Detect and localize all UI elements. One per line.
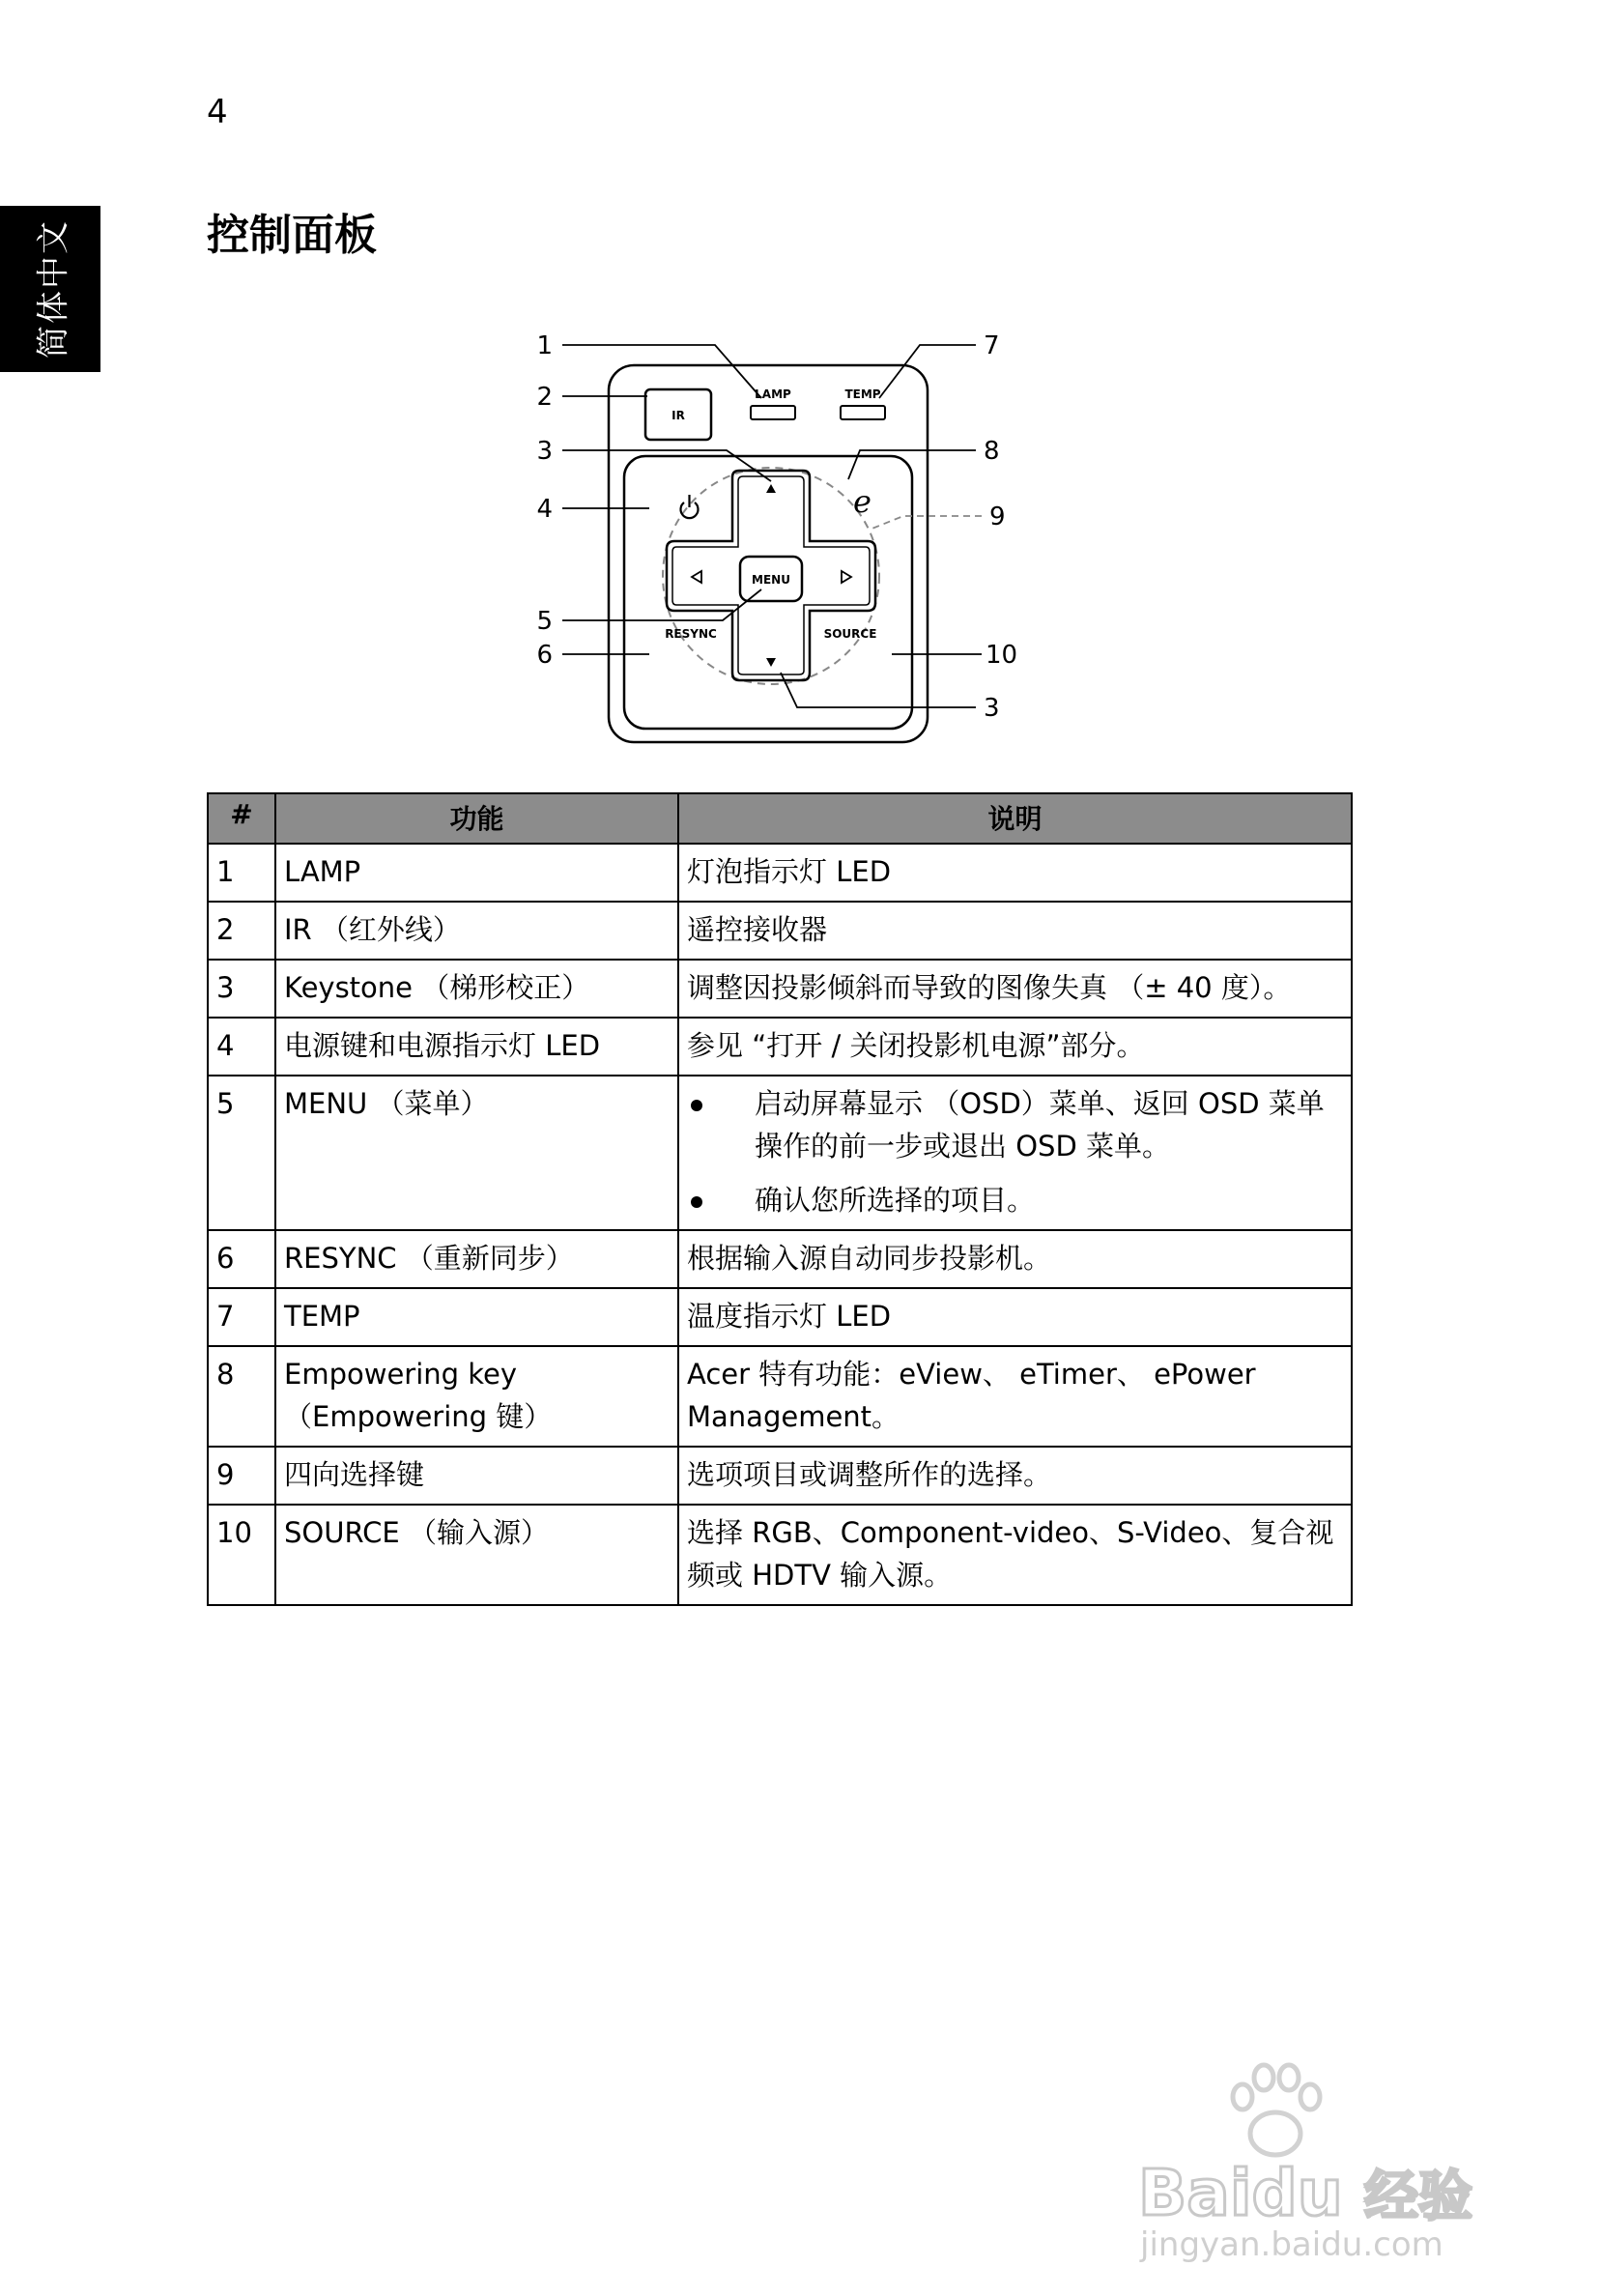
row-number: 5 xyxy=(208,1076,275,1230)
watermark-suffix: 经验 xyxy=(1364,2166,1472,2228)
left-arrow-icon xyxy=(692,571,701,583)
row-function: TEMP xyxy=(275,1288,678,1346)
row-function: MENU （菜单） xyxy=(275,1076,678,1230)
table-row xyxy=(208,1346,1352,1447)
table-row xyxy=(208,1018,1352,1076)
callout-7: 7 xyxy=(984,331,1000,360)
table-row xyxy=(208,902,1352,960)
source-label: SOURCE xyxy=(823,627,877,641)
table-header-row xyxy=(208,793,1352,844)
table-row xyxy=(208,1447,1352,1505)
row-function: Empowering key （Empowering 键） xyxy=(275,1346,678,1447)
table-row xyxy=(208,1076,1352,1230)
table-row xyxy=(208,960,1352,1018)
callout-5: 5 xyxy=(536,607,553,636)
row-function: LAMP xyxy=(275,844,678,902)
callout-8: 8 xyxy=(984,437,1000,466)
row-function: SOURCE （输入源） xyxy=(275,1505,678,1605)
paw-icon xyxy=(1233,2065,1320,2155)
row-function: RESYNC （重新同步） xyxy=(275,1230,678,1288)
row-number: 8 xyxy=(208,1346,275,1447)
callout-4: 4 xyxy=(536,495,553,524)
row-number: 4 xyxy=(208,1018,275,1076)
watermark-url: jingyan.baidu.com xyxy=(1140,2225,1443,2263)
callout-3b: 3 xyxy=(984,694,1000,723)
row-description: 遥控接收器 xyxy=(678,902,1352,960)
table-row xyxy=(208,1230,1352,1288)
row-function: 四向选择键 xyxy=(275,1447,678,1505)
header-number: # xyxy=(208,793,275,844)
temp-label: TEMP xyxy=(844,387,881,401)
callout-6: 6 xyxy=(536,641,553,670)
row-description: 根据输入源自动同步投影机。 xyxy=(678,1230,1352,1288)
row-description xyxy=(678,1076,1352,1230)
header-description: 说明 xyxy=(678,793,1352,844)
lamp-indicator xyxy=(751,406,795,419)
callout-2: 2 xyxy=(536,383,553,412)
baidu-watermark xyxy=(1129,2041,1515,2263)
row-function: Keystone （梯形校正） xyxy=(275,960,678,1018)
resync-label: RESYNC xyxy=(665,627,717,641)
section-title: 控制面板 xyxy=(207,211,377,260)
row-description: 调整因投影倾斜而导致的图像失真 （± 40 度）。 xyxy=(678,960,1352,1018)
right-arrow-icon xyxy=(842,571,851,583)
control-panel-diagram xyxy=(522,309,1043,754)
row-number: 7 xyxy=(208,1288,275,1346)
callout-10: 10 xyxy=(986,641,1018,670)
bullet-item: 启动屏幕显示 （OSD）菜单、返回 OSD 菜单操作的前一步或退出 OSD 菜单。 xyxy=(687,1082,1343,1167)
row-number: 10 xyxy=(208,1505,275,1605)
table-row xyxy=(208,1505,1352,1605)
row-function: IR （红外线） xyxy=(275,902,678,960)
ir-label: IR xyxy=(671,409,685,422)
table-row xyxy=(208,844,1352,902)
empowering-e-icon: e xyxy=(853,483,871,520)
row-description: 参见 “打开 / 关闭投影机电源”部分。 xyxy=(678,1018,1352,1076)
row-description: 选项项目或调整所作的选择。 xyxy=(678,1447,1352,1505)
row-number: 2 xyxy=(208,902,275,960)
up-arrow-icon xyxy=(766,484,776,493)
row-function: 电源键和电源指示灯 LED xyxy=(275,1018,678,1076)
row-description: Acer 特有功能：eView、 eTimer、 ePower Management。 xyxy=(678,1346,1352,1447)
bullet-item: 确认您所选择的项目。 xyxy=(687,1179,1343,1221)
watermark-brand: Baidu xyxy=(1138,2156,1343,2230)
language-tab xyxy=(0,206,100,372)
callout-9: 9 xyxy=(989,502,1006,531)
row-number: 6 xyxy=(208,1230,275,1288)
row-number: 9 xyxy=(208,1447,275,1505)
page-number: 4 xyxy=(207,93,228,131)
menu-label: MENU xyxy=(752,573,790,587)
callout-3: 3 xyxy=(536,437,553,466)
row-number: 3 xyxy=(208,960,275,1018)
row-number: 1 xyxy=(208,844,275,902)
down-arrow-icon xyxy=(766,658,776,667)
description-bullet-list xyxy=(687,1082,1343,1221)
language-tab-label: 简体中文 xyxy=(34,219,73,359)
header-function: 功能 xyxy=(275,793,678,844)
panel-body xyxy=(609,365,928,742)
row-description: 选择 RGB、Component-video、S-Video、复合视频或 HDTV 输入源。 xyxy=(678,1505,1352,1605)
row-description: 灯泡指示灯 LED xyxy=(678,844,1352,902)
callout-1: 1 xyxy=(536,331,553,360)
temp-indicator xyxy=(841,406,885,419)
function-table xyxy=(207,792,1353,1606)
lamp-label: LAMP xyxy=(755,387,791,401)
table-row xyxy=(208,1288,1352,1346)
row-description: 温度指示灯 LED xyxy=(678,1288,1352,1346)
